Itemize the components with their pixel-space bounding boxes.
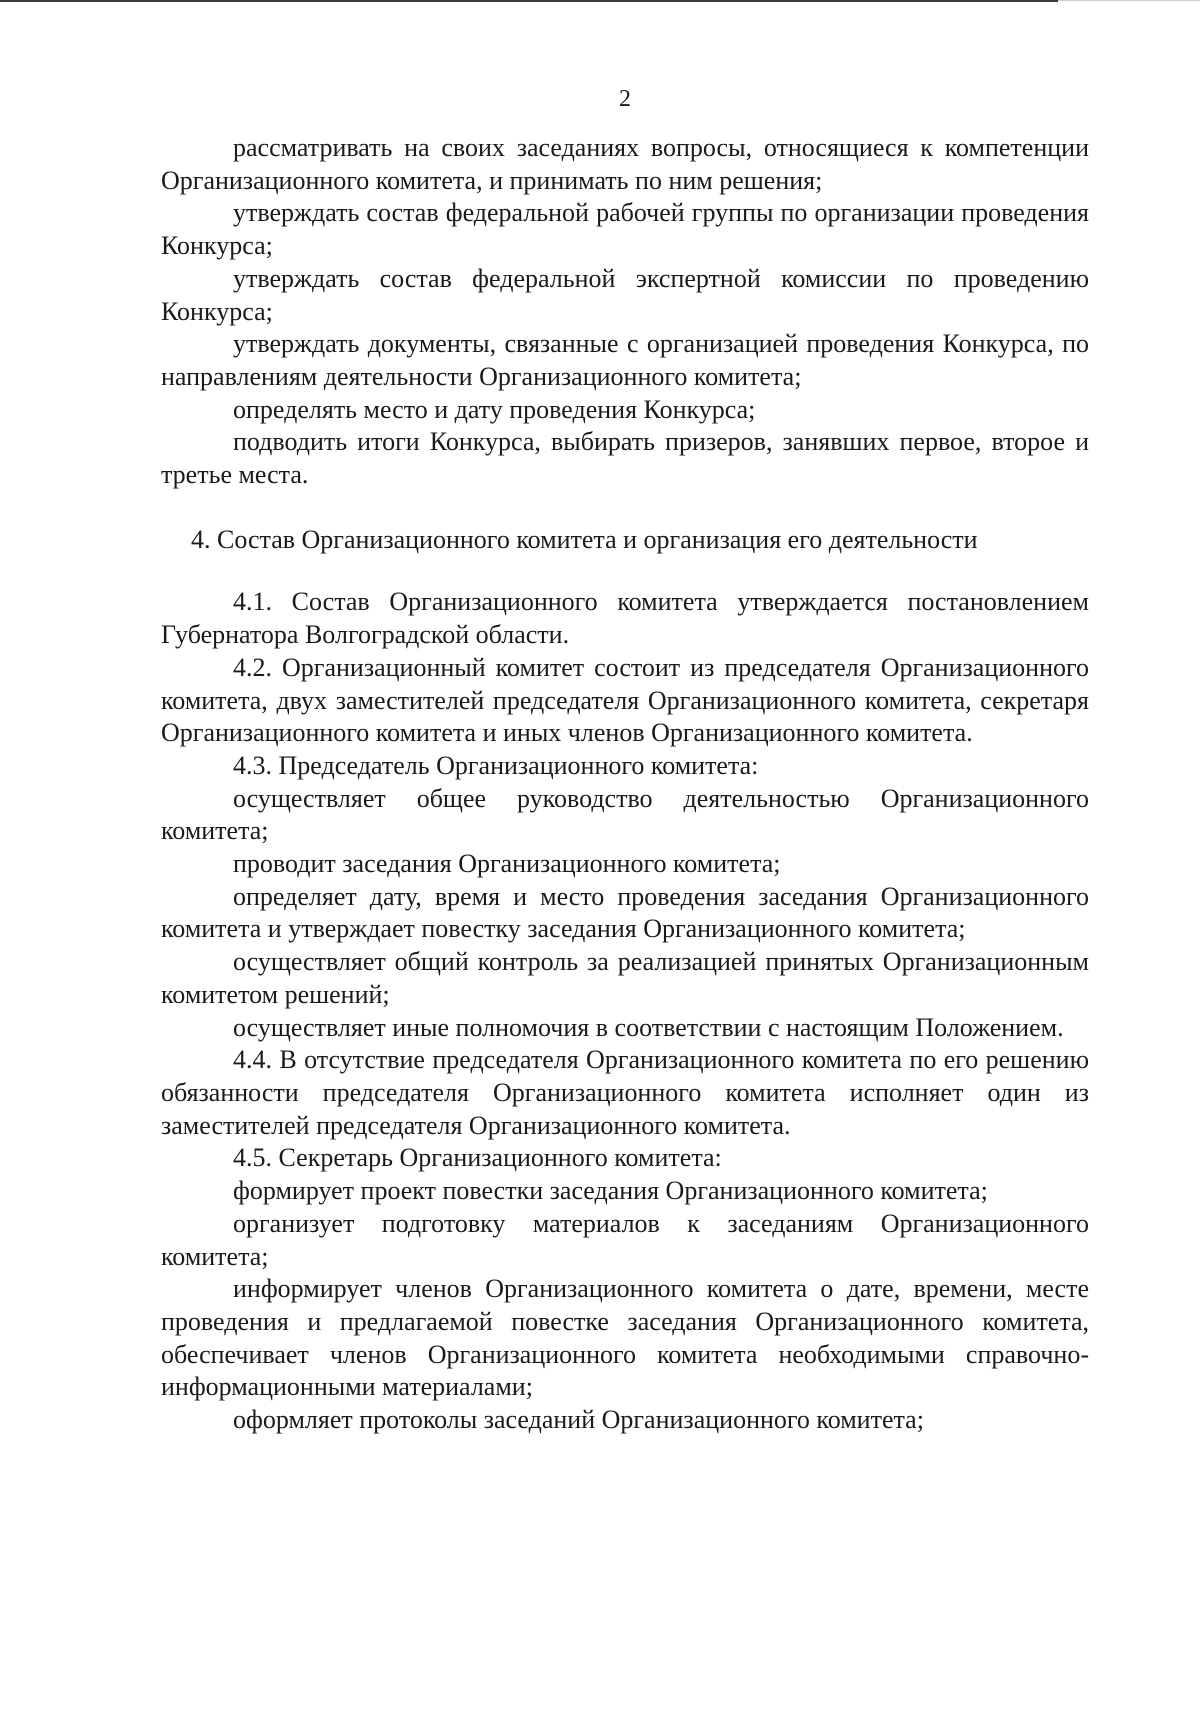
paragraph: рассматривать на своих заседаниях вопросы, относящиеся к компетенции Организационного комитета, и принимать по ним решения;: [161, 133, 1089, 195]
paragraph: проводит заседания Организационного комитета;: [233, 849, 781, 879]
scan-top-edge: [0, 0, 1058, 2]
paragraph: подводить итоги Конкурса, выбирать призеров, занявших первое, второе и третье места.: [161, 427, 1089, 490]
paragraph: 4.3. Председатель Организационного комитета:: [233, 750, 759, 780]
paragraph: осуществляет иные полномочия в соответствии с настоящим Положением.: [233, 1012, 1064, 1042]
paragraph: определяет дату, время и место проведения заседания Организационного комитета и утверждает повестку заседания Организационного комитета;: [161, 881, 1089, 944]
paragraph: оформляет протоколы заседаний Организационного комитета;: [233, 1405, 924, 1435]
paragraph: утверждать документы, связанные с организацией проведения Конкурса, по направлениям деятельности Организационного комитета;: [161, 329, 1089, 391]
paragraph: 4.2. Организационный комитет состоит из председателя Организационного комитета, двух заместителей председателя Организационного комитета, секретаря Организационного комитета и иных членов Организационного комитета.: [161, 652, 1089, 748]
section-heading: 4. Состав Организационного комитета и организация его деятельности: [191, 524, 978, 554]
paragraph: организует подготовку материалов к заседаниям Организационного комитета;: [161, 1208, 1089, 1271]
document-body: [161, 132, 1089, 1437]
page-number: 2: [619, 86, 631, 112]
paragraph: утверждать состав федеральной рабочей группы по организации проведения Конкурса;: [161, 198, 1089, 261]
paragraph: 4.1. Состав Организационного комитета утверждается постановлением Губернатора Волгоградской области.: [161, 587, 1089, 650]
paragraph: формирует проект повестки заседания Организационного комитета;: [233, 1176, 988, 1206]
paragraph: 4.4. В отсутствие председателя Организационного комитета по его решению обязанности председателя Организационного комитета исполняет один из заместителей председателя Организационного комитета.: [161, 1045, 1089, 1140]
paragraph: утверждать состав федеральной экспертной комиссии по проведению Конкурса;: [161, 263, 1089, 326]
scan-top-edge-faint: [1058, 0, 1200, 1]
paragraph: осуществляет общее руководство деятельностью Организационного комитета;: [161, 783, 1089, 846]
paragraph: 4.5. Секретарь Организационного комитета:: [233, 1143, 722, 1173]
paragraph: информирует членов Организационного комитета о дате, времени, месте проведения и предлагаемой повестке заседания Организационного комитета, обеспечивает членов Организационного комитета необходимыми справочно-информационными материалами;: [161, 1274, 1089, 1402]
paragraph: определять место и дату проведения Конкурса;: [233, 394, 756, 424]
paragraph: осуществляет общий контроль за реализацией принятых Организационным комитетом решений;: [161, 947, 1089, 1009]
